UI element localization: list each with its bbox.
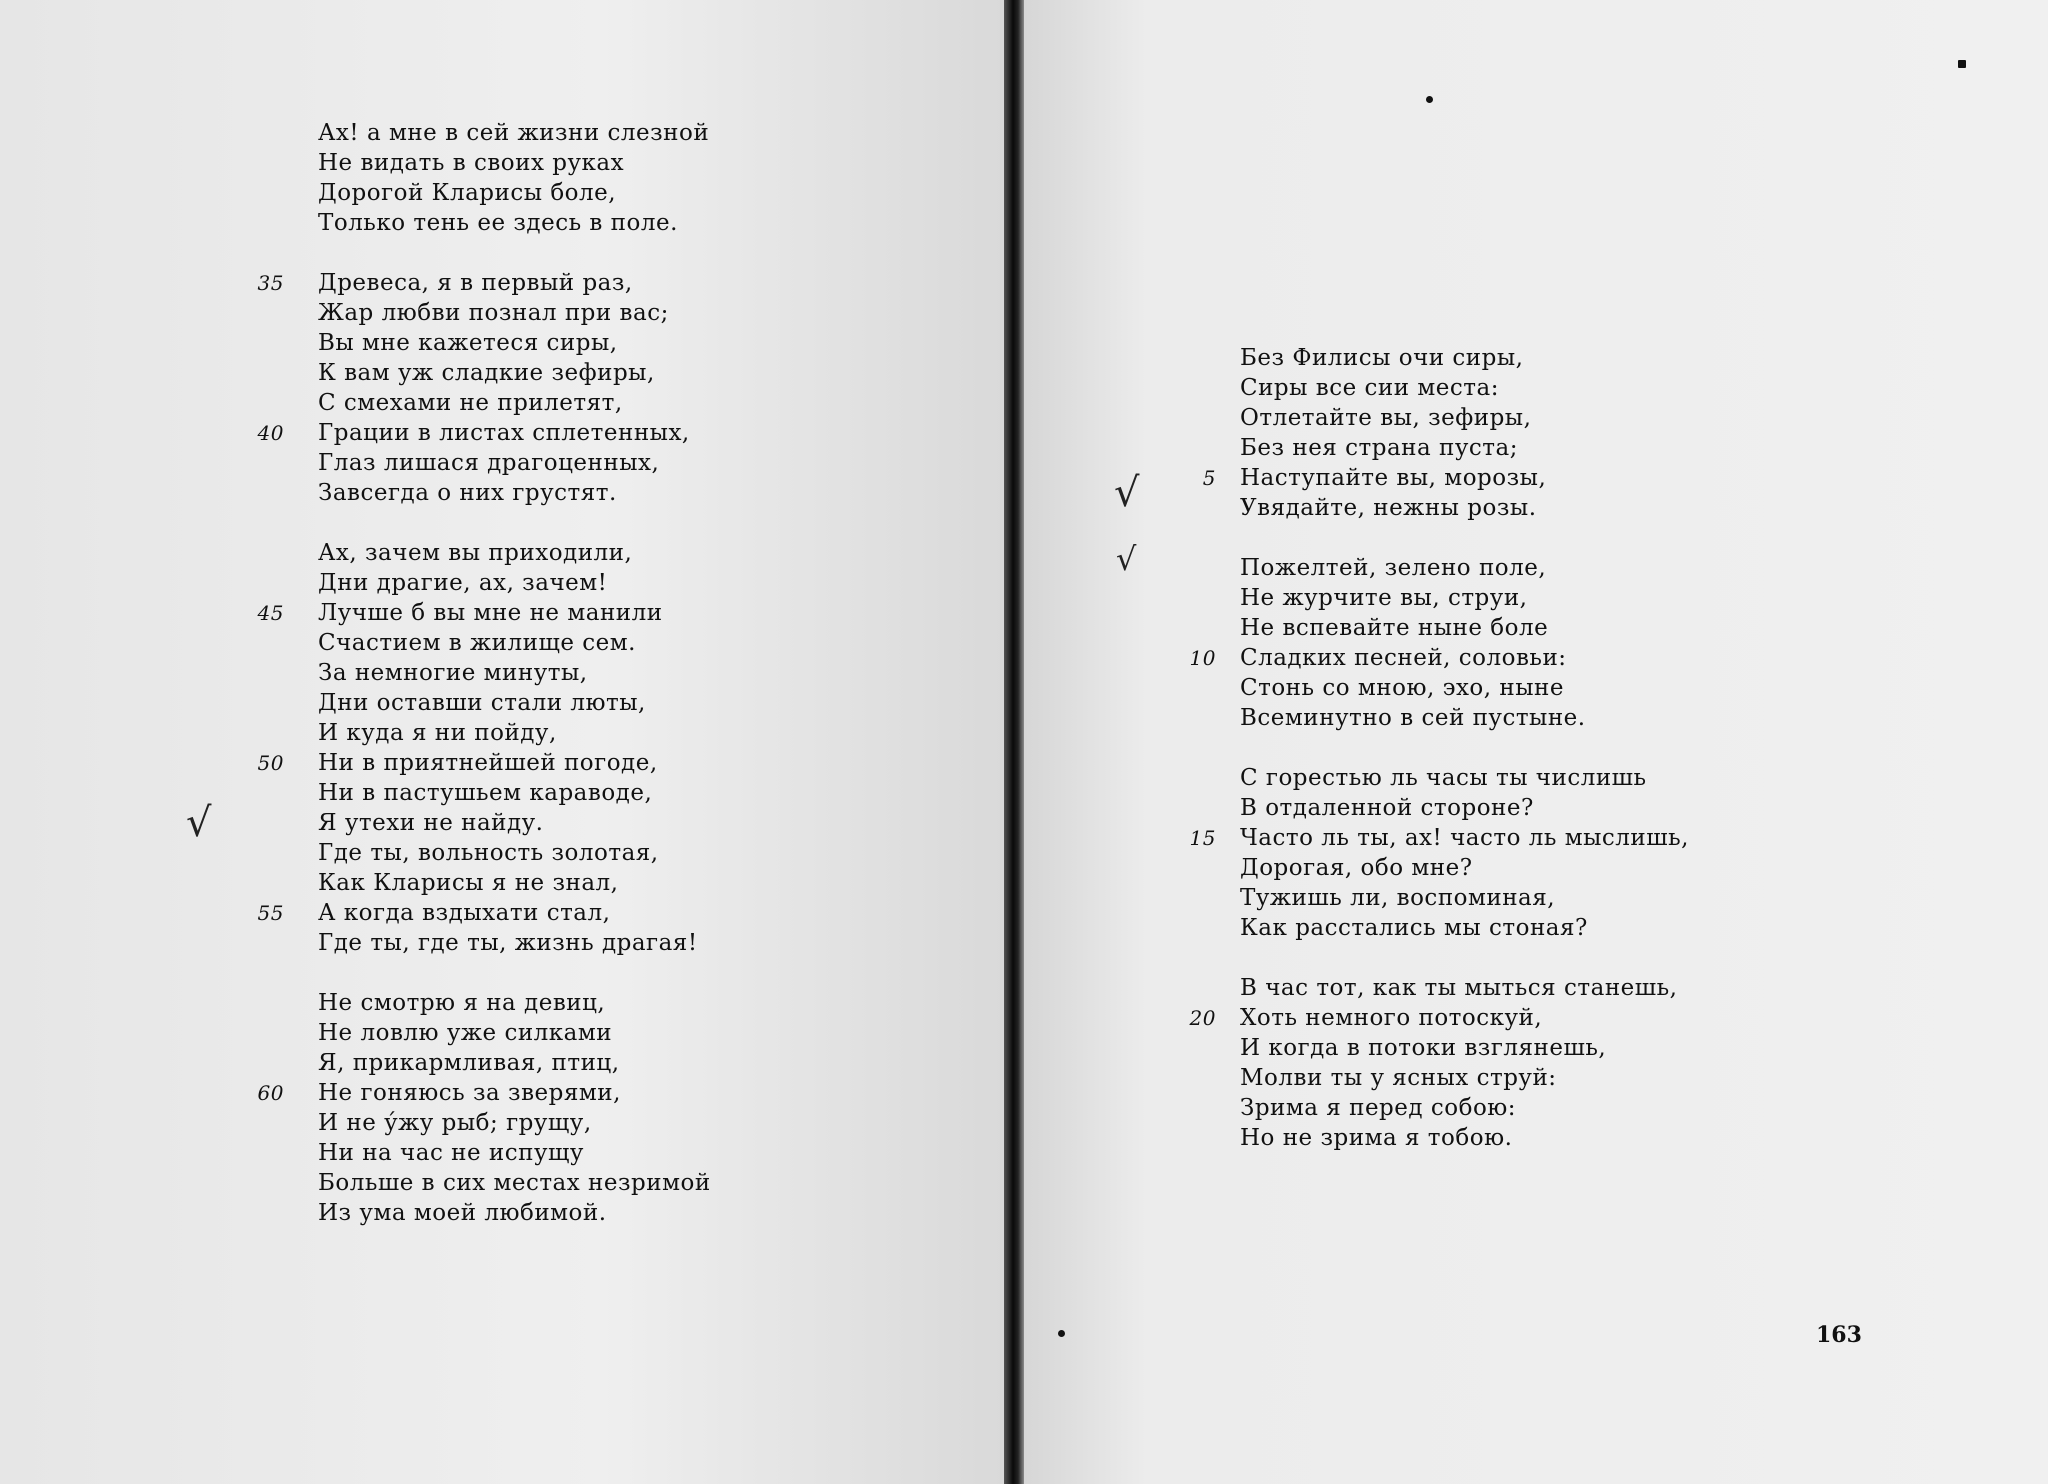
poem-line — [318, 388, 711, 418]
poem-line-text: Дорогой Клaрисы боле, — [318, 180, 617, 206]
poem-line — [1240, 373, 1689, 403]
poem-line-text: Как Клaрисы я не знал, — [318, 870, 619, 896]
poem-line — [1240, 673, 1689, 703]
poem-line-text: Где ты, вольность золотая, — [318, 840, 659, 866]
line-number: 60 — [257, 1081, 284, 1105]
poem-line — [318, 118, 711, 148]
poem-line-text: Но не зрима я тобою. — [1240, 1125, 1513, 1151]
poem-line-text: Не вспевайте ныне боле — [1240, 615, 1549, 641]
poem-line — [1240, 343, 1689, 373]
poem-line — [1240, 853, 1689, 883]
book-spine — [1004, 0, 1024, 1484]
poem-line-text: Сладких песней, соловьи: — [1240, 645, 1567, 671]
poem-line-text: Дни оставши стали люты, — [318, 690, 646, 716]
poem-line-text: Ни на час не испущу — [318, 1140, 584, 1166]
poem-line — [318, 778, 711, 808]
poem-line — [318, 808, 711, 838]
poem-line — [318, 1108, 711, 1138]
poem-line-text: Дни драгие, ах, зачем! — [318, 570, 608, 596]
poem-line-text: Лучше б вы мне не манили — [318, 600, 663, 626]
poem-line-text: С горестью ль часы ты числишь — [1240, 765, 1647, 791]
poem-line-text: Ах, зачем вы приходили, — [318, 540, 633, 566]
poem-line — [257, 1078, 711, 1108]
poem-line-text: Стонь со мною, эхо, ныне — [1240, 675, 1564, 701]
stanza-break — [318, 508, 711, 538]
poem-line-text: И куда я ни пойду, — [318, 720, 557, 746]
line-number: 20 — [1189, 1006, 1216, 1030]
poem-line-text: А когда вздыхати стал, — [318, 900, 611, 926]
poem-line-text: Зрима я перед собою: — [1240, 1095, 1517, 1121]
page-number: 163 — [1816, 1322, 1862, 1348]
poem-line-text: Дорогая, обо мне? — [1240, 855, 1473, 881]
poem-line-text: Увядайте, нежны розы. — [1240, 495, 1537, 521]
line-number: 40 — [257, 421, 284, 445]
poem-line-text: Не видать в своих руках — [318, 150, 625, 176]
poem-line — [1240, 553, 1689, 583]
poem-line-text: Грации в листах сплетенных, — [318, 420, 690, 446]
poem-line-text: Часто ль ты, ах! часто ль мыслишь, — [1240, 825, 1689, 851]
poem-line — [318, 358, 711, 388]
poem-line-text: Где ты, где ты, жизнь драгая! — [318, 930, 698, 956]
poem-line — [318, 1198, 711, 1228]
poem-line-text: Тужишь ли, воспоминая, — [1240, 885, 1556, 911]
poem-line — [318, 628, 711, 658]
poem-line-text: Из ума моей любимой. — [318, 1200, 607, 1226]
poem-line — [1189, 1003, 1689, 1033]
poem-line-text: Без нея страна пуста; — [1240, 435, 1518, 461]
poem-line — [1240, 763, 1689, 793]
stanza-break — [1240, 523, 1689, 553]
poem-line — [318, 298, 711, 328]
line-number: 45 — [257, 601, 284, 625]
poem-line — [318, 148, 711, 178]
ink-dot — [1058, 1330, 1065, 1337]
ink-dot — [1958, 60, 1966, 68]
line-number: 10 — [1189, 646, 1216, 670]
poem-line — [318, 568, 711, 598]
poem-line-text: Больше в сих местах незримой — [318, 1170, 711, 1196]
poem-line-text: Не ловлю уже силками — [318, 1020, 613, 1046]
poem-line — [318, 868, 711, 898]
checkmark: √ — [1114, 470, 1140, 516]
poem-line — [1240, 403, 1689, 433]
poem-line-text: Только тень ее здесь в поле. — [318, 210, 678, 236]
poem-line — [1240, 433, 1689, 463]
poem-line — [257, 598, 711, 628]
poem-line — [1189, 823, 1689, 853]
poem-line — [318, 448, 711, 478]
poem-line-text: Глаз лишася драгоценных, — [318, 450, 660, 476]
poem-line-text: К вам уж сладкие зефиры, — [318, 360, 655, 386]
poem-line-text: И когда в потоки взглянешь, — [1240, 1035, 1607, 1061]
poem-line-text: Ах! а мне в сей жизни слезной — [318, 120, 710, 146]
poem-line-text: Наступайте вы, морозы, — [1240, 465, 1547, 491]
poem-line-text: Пожелтей, зелено поле, — [1240, 555, 1547, 581]
stanza-break — [318, 958, 711, 988]
line-number: 15 — [1189, 826, 1216, 850]
poem-line-text: За немногие минуты, — [318, 660, 588, 686]
poem-line-text: Древеса, я в первый раз, — [318, 270, 633, 296]
poem-line — [318, 718, 711, 748]
poem-line-text: Счастием в жилище сем. — [318, 630, 636, 656]
poem-line — [257, 898, 711, 928]
stanza-break — [1240, 733, 1689, 763]
ink-dot — [1426, 96, 1433, 103]
poem-line — [318, 538, 711, 568]
stanza-break — [1240, 943, 1689, 973]
poem-line-text: Я, прикармливая, птиц, — [318, 1050, 620, 1076]
poem-line-text: Отлетайте вы, зефиры, — [1240, 405, 1532, 431]
line-number: 35 — [257, 271, 284, 295]
poem-line-text: Хоть немного потоскуй, — [1240, 1005, 1543, 1031]
poem-line-text: Не смотрю я на девиц, — [318, 990, 606, 1016]
poem-line-text: Без Филисы очи сиры, — [1240, 345, 1524, 371]
poem-line — [318, 838, 711, 868]
poem-line-text: Сиры все сии места: — [1240, 375, 1499, 401]
line-number: 55 — [257, 901, 284, 925]
line-number: 50 — [257, 751, 284, 775]
poem-line — [318, 988, 711, 1018]
poem-line-text: Не гоняюсь за зверями, — [318, 1080, 621, 1106]
left-poem — [257, 118, 711, 1228]
poem-line — [257, 418, 711, 448]
poem-line — [1189, 643, 1689, 673]
poem-line — [1240, 973, 1689, 1003]
right-poem — [1189, 343, 1689, 1153]
poem-line-text: Как расстались мы стоная? — [1240, 915, 1588, 941]
poem-line — [1240, 493, 1689, 523]
poem-line-text: В час тот, как ты мыться станешь, — [1240, 975, 1678, 1001]
poem-line — [318, 658, 711, 688]
poem-line — [318, 328, 711, 358]
poem-line — [318, 178, 711, 208]
poem-line-text: Завсегда о них грустят. — [318, 480, 617, 506]
poem-line-text: Не журчите вы, струи, — [1240, 585, 1528, 611]
poem-line — [318, 1048, 711, 1078]
poem-line — [318, 928, 711, 958]
poem-line-text: Всеминутно в сей пустыне. — [1240, 705, 1586, 731]
poem-line-text: Вы мне кажетеся сиры, — [318, 330, 618, 356]
poem-line — [1202, 463, 1689, 493]
poem-line — [318, 688, 711, 718]
stanza-break — [318, 238, 711, 268]
poem-line-text: Я утехи не найду. — [318, 810, 544, 836]
poem-line — [1240, 703, 1689, 733]
poem-line — [1240, 1063, 1689, 1093]
poem-line — [318, 1168, 711, 1198]
poem-line — [1240, 883, 1689, 913]
poem-line — [1240, 1033, 1689, 1063]
poem-line-text: С смехами не прилетят, — [318, 390, 623, 416]
left-page — [0, 0, 1004, 1484]
poem-line — [318, 1138, 711, 1168]
poem-line — [318, 1018, 711, 1048]
poem-line-text: В отдаленной стороне? — [1240, 795, 1534, 821]
poem-line — [1240, 913, 1689, 943]
poem-line — [1240, 793, 1689, 823]
poem-line — [318, 208, 711, 238]
checkmark: √ — [186, 800, 212, 846]
poem-line — [257, 268, 711, 298]
checkmark: √ — [1116, 540, 1137, 578]
poem-line — [1240, 1093, 1689, 1123]
poem-line — [1240, 583, 1689, 613]
poem-line — [1240, 1123, 1689, 1153]
poem-line — [257, 748, 711, 778]
poem-line-text: Ни в приятнейшей погоде, — [318, 750, 658, 776]
poem-line — [1240, 613, 1689, 643]
line-number: 5 — [1202, 466, 1216, 490]
poem-line-text: Молви ты у ясных струй: — [1240, 1065, 1557, 1091]
poem-line — [318, 478, 711, 508]
poem-line-text: Жар любви познал при вас; — [318, 300, 669, 326]
poem-line-text: Ни в пастушьем караводе, — [318, 780, 653, 806]
poem-line-text: И не у́жу рыб; грущу, — [318, 1110, 592, 1136]
